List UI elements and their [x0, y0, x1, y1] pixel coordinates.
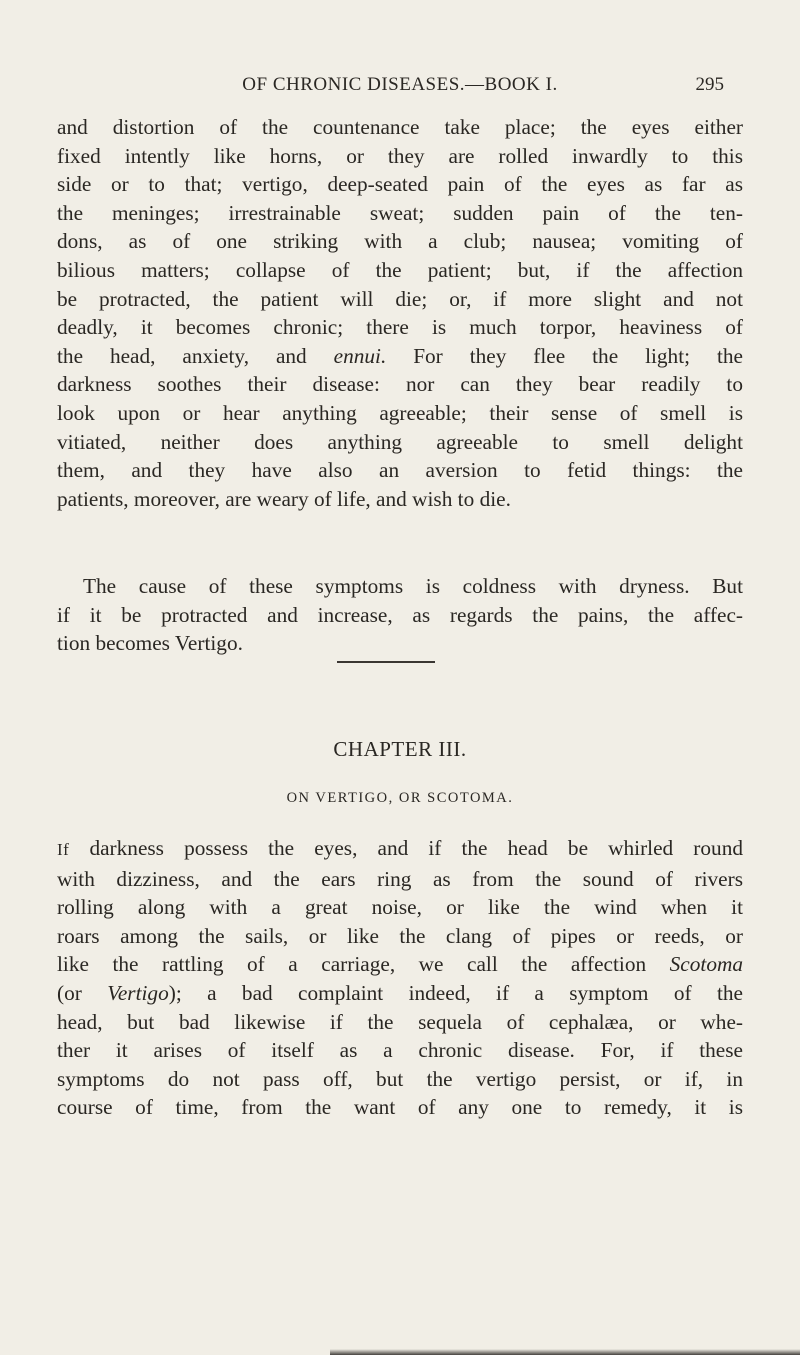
text-line	[57, 950, 743, 979]
text-line	[57, 342, 743, 371]
text-line: them, and they have also an aversion to fetid things: the	[57, 458, 743, 483]
text-line	[57, 834, 743, 865]
running-title: OF CHRONIC DISEASES.—BOOK I.	[242, 74, 558, 95]
paragraph-continued	[57, 113, 743, 513]
opening-word: If	[57, 840, 70, 859]
paragraph-vertigo	[57, 834, 743, 1122]
text-line: head, but bad likewise if the sequela of cephalæa, or whe-	[57, 1009, 743, 1034]
text-line: ther it arises of itself as a chronic disease. For, if these	[57, 1038, 743, 1063]
text-run: like the rattling of a carriage, we call the affection	[57, 952, 670, 977]
page-number: 295	[695, 74, 724, 95]
text-line: side or to that; vertigo, deep-seated pain of the eyes as far as	[57, 172, 743, 197]
running-head	[0, 74, 800, 104]
text-line: if it be protracted and increase, as regards the pains, the affec-	[57, 602, 743, 627]
text-line: with dizziness, and the ears ring as from the sound of rivers	[57, 866, 743, 891]
text-line: be protracted, the patient will die; or, if more slight and not	[57, 286, 743, 311]
text-line: patients, moreover, are weary of life, and wish to die.	[57, 486, 511, 511]
italic-term: Scotoma	[669, 952, 743, 977]
text-run: For they flee the light; the	[386, 343, 743, 368]
text-line: course of time, from the want of any one to remedy, it is	[57, 1095, 743, 1120]
text-line: and distortion of the countenance take place; the eyes either	[57, 115, 743, 139]
chapter-subtitle: ON VERTIGO, OR SCOTOMA.	[286, 790, 514, 806]
text-line: roars among the sails, or like the clang of pipes or reeds, or	[57, 923, 743, 948]
text-line: bilious matters; collapse of the patient; but, if the affection	[57, 257, 743, 282]
italic-term: Vertigo	[107, 980, 169, 1005]
text-line: tion becomes Vertigo.	[57, 631, 243, 656]
text-run: darkness possess the eyes, and if the head be whirled round	[69, 836, 743, 860]
text-run: ); a bad complaint indeed, if a symptom of the	[168, 980, 743, 1005]
text-line: deadly, it becomes chronic; there is much torpor, heaviness of	[57, 315, 743, 340]
text-line: darkness soothes their disease: nor can they bear readily to	[57, 372, 743, 397]
text-run: (or	[57, 980, 108, 1005]
text-run: the head, anxiety, and	[57, 343, 334, 368]
page-edge-shadow	[330, 1349, 800, 1355]
text-line: symptoms do not pass off, but the vertigo persist, or if, in	[57, 1066, 743, 1091]
paragraph-cause	[57, 572, 743, 658]
text-line: fixed intently like horns, or they are rolled inwardly to this	[57, 143, 743, 168]
text-line: vitiated, neither does anything agreeable to smell delight	[57, 429, 743, 454]
italic-term: ennui.	[333, 343, 387, 368]
text-line: look upon or hear anything agreeable; their sense of smell is	[57, 400, 743, 425]
section-divider	[337, 661, 435, 663]
text-line: dons, as of one striking with a club; nausea; vomiting of	[57, 229, 743, 254]
chapter-title: CHAPTER III.	[333, 737, 467, 761]
text-line: rolling along with a great noise, or like the wind when it	[57, 895, 743, 920]
text-line: the meninges; irrestrainable sweat; sudden pain of the ten-	[57, 200, 743, 225]
text-line	[57, 979, 743, 1008]
text-line: The cause of these symptoms is coldness with dryness. But	[83, 574, 743, 598]
